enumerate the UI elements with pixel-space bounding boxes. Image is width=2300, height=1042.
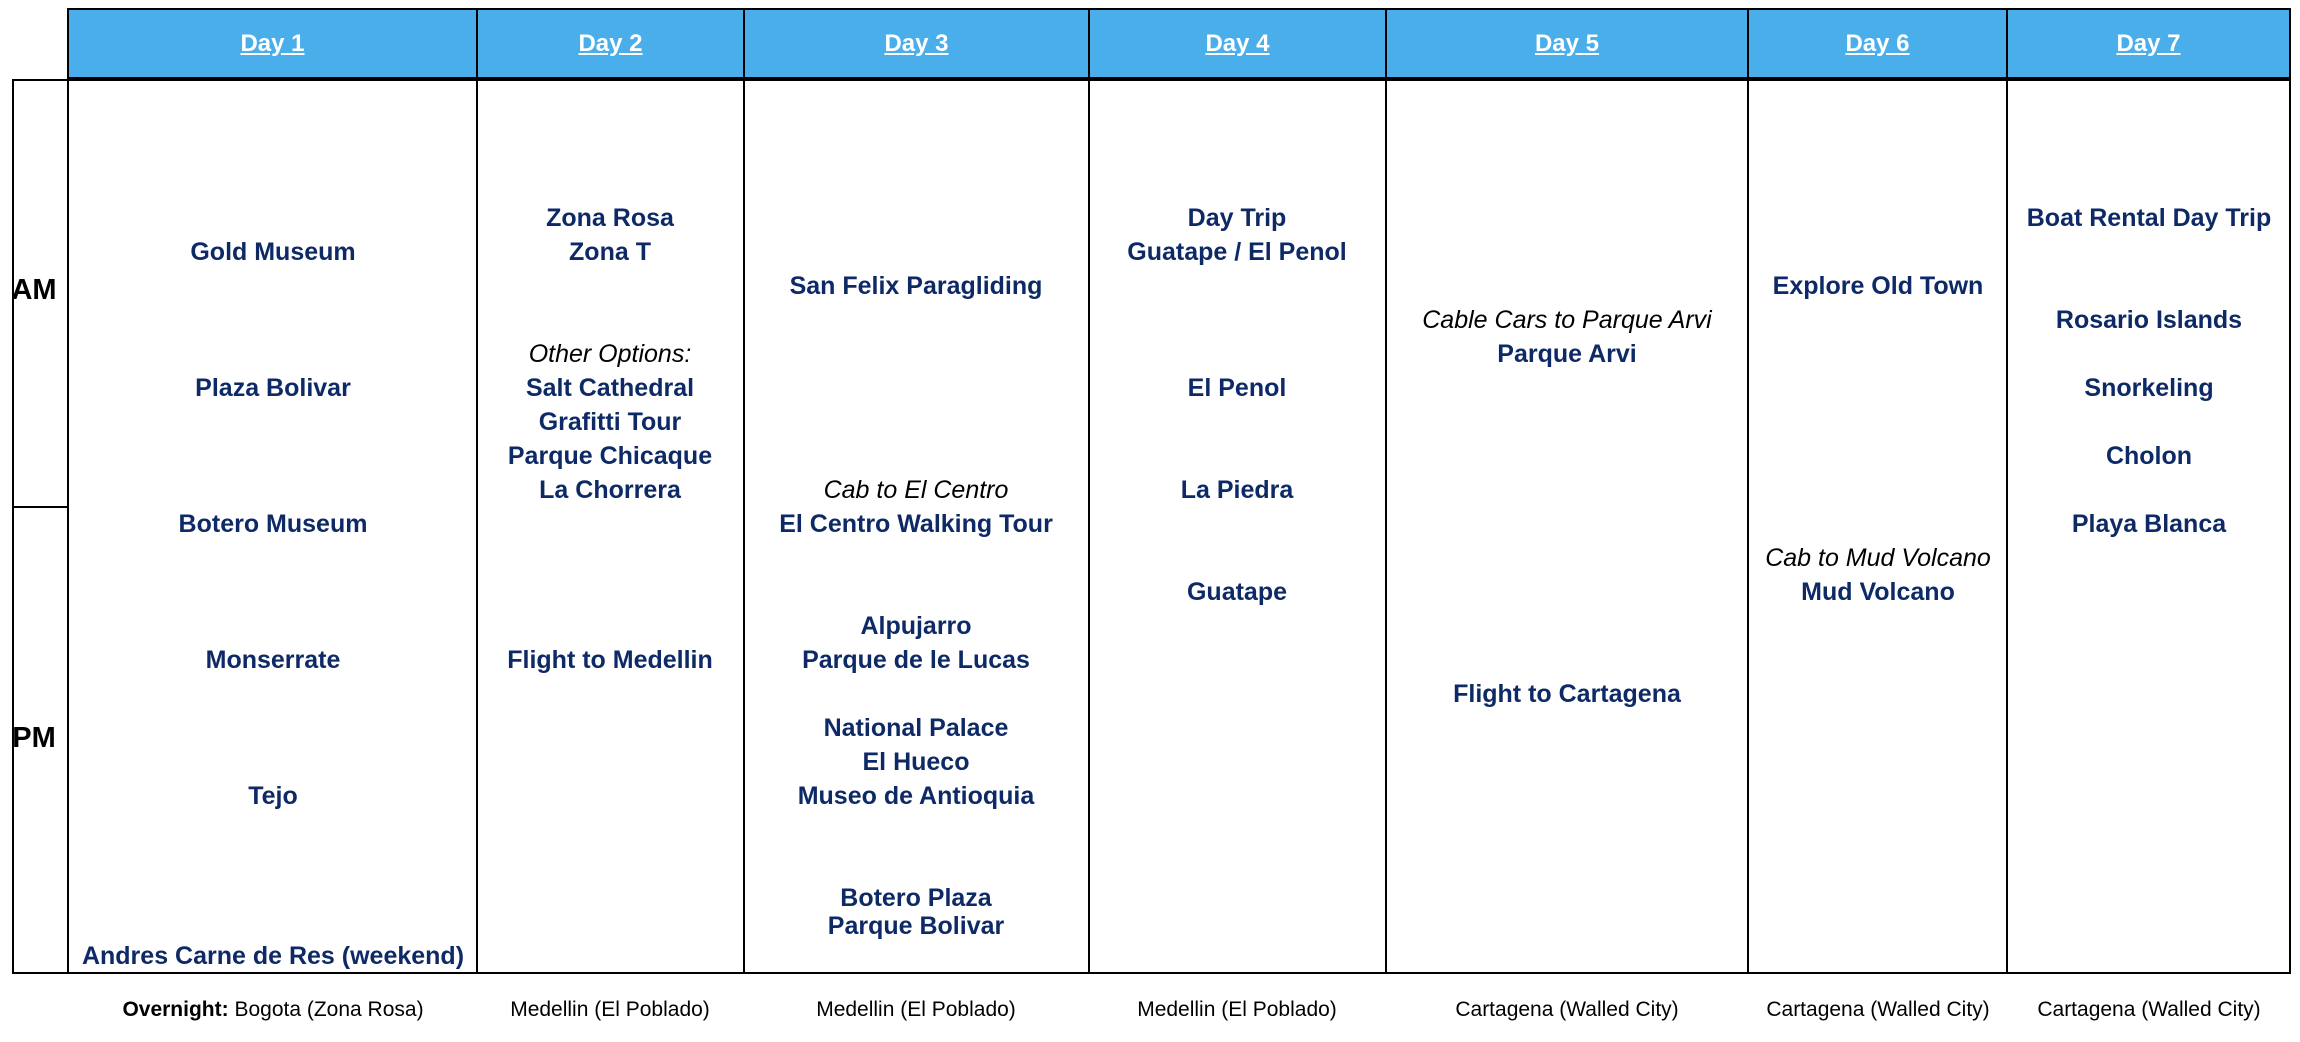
activity-item: La Chorrera [539,476,681,504]
overnight-label: Overnight: [122,998,229,1021]
header-day-2-label: Day 2 [578,29,643,57]
activity-note: Other Options: [528,340,692,368]
activity-item: National Palace [823,714,1009,742]
header-day-1-label: Day 1 [240,29,305,57]
overnight-day-4: Medellin (El Poblado) [1137,998,1337,1021]
header-day-4-label: Day 4 [1205,29,1270,57]
activity-item: Mud Volcano [1801,578,1955,606]
overnight-day-3: Medellin (El Poblado) [816,998,1016,1021]
activity-item: Museo de Antioquia [797,782,1035,810]
activity-item: Rosario Islands [2055,306,2243,334]
activity-item: Zona T [569,238,651,266]
overnight-day-5: Cartagena (Walled City) [1455,998,1679,1021]
activity-item: Grafitti Tour [538,408,682,436]
activity-item: Tejo [248,782,298,810]
column-divider [1088,79,1090,974]
activity-item: El Centro Walking Tour [779,510,1053,538]
body-left-border [12,79,14,974]
activity-item: Botero Plaza [840,884,992,912]
activity-item: Playa Blanca [2071,510,2227,538]
activity-note: Cable Cars to Parque Arvi [1422,306,1712,334]
header-day-3 [743,8,1090,79]
activity-item: Guatape / El Penol [1127,238,1347,266]
activity-item: Cholon [2105,442,2193,470]
activity-item: Gold Museum [190,238,356,266]
column-divider [2006,79,2008,974]
activity-item: San Felix Paragliding [789,272,1043,300]
activity-item: Andres Carne de Res (weekend) [81,942,465,970]
overnight-day-7: Cartagena (Walled City) [2037,998,2261,1021]
header-day-7-label: Day 7 [2116,29,2181,57]
activity-item: Parque Chicaque [507,442,713,470]
activity-item: Alpujarro [860,612,972,640]
header-day-6 [1747,8,2008,79]
activity-item: El Penol [1187,374,1287,402]
column-divider [476,79,478,974]
activity-item: Salt Cathedral [525,374,695,402]
activity-item: Day Trip [1187,204,1287,232]
pm-label: PM [12,722,56,754]
header-day-4 [1088,8,1387,79]
column-divider [67,79,69,974]
activity-note: Cab to El Centro [823,476,1009,504]
header-day-5 [1385,8,1749,79]
activity-item: Boat Rental Day Trip [2026,204,2272,232]
column-divider [1747,79,1749,974]
am-pm-divider [12,506,69,508]
overnight-day-6: Cartagena (Walled City) [1766,998,1990,1021]
overnight-day-1 [122,998,423,1022]
body-right-border [2289,79,2291,974]
column-divider [743,79,745,974]
column-divider [1385,79,1387,974]
header-day-7 [2006,8,2291,79]
activity-item: El Hueco [862,748,970,776]
activity-note: Cab to Mud Volcano [1765,544,1991,572]
activity-item: La Piedra [1180,476,1294,504]
activity-item: Explore Old Town [1772,272,1984,300]
activity-item: Parque Arvi [1497,340,1637,368]
header-day-2 [476,8,745,79]
activity-item: Guatape [1186,578,1288,606]
activity-item: Botero Museum [178,510,368,538]
header-day-3-label: Day 3 [884,29,949,57]
activity-item: Flight to Cartagena [1453,680,1681,708]
body-top-border [12,79,2291,81]
activity-item: Parque de le Lucas [802,646,1030,674]
header-day-1 [67,8,478,79]
activity-item: Snorkeling [2084,374,2214,402]
activity-item: Parque Bolivar [827,912,1005,940]
activity-item: Monserrate [205,646,341,674]
activity-item: Zona Rosa [546,204,674,232]
header-day-6-label: Day 6 [1845,29,1910,57]
activity-item: Flight to Medellin [507,646,713,674]
am-label: AM [11,274,57,306]
header-day-5-label: Day 5 [1534,29,1600,57]
overnight-location: Bogota (Zona Rosa) [234,998,424,1021]
overnight-day-2: Medellin (El Poblado) [510,998,710,1021]
activity-item: Plaza Bolivar [195,374,351,402]
